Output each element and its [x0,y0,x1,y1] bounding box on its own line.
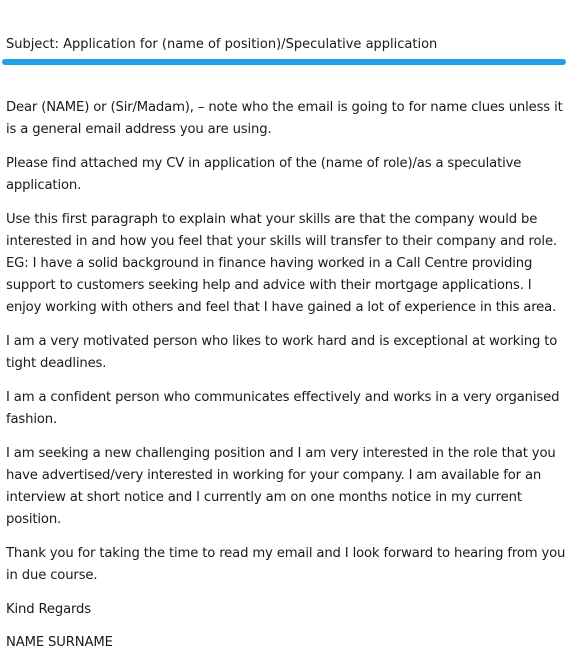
signature-name: NAME SURNAME [6,635,113,650]
confidence-paragraph: I am a confident person who communicates effectively and works in a very organised fashion. [6,390,560,427]
closing-line: Kind Regards [6,602,91,617]
availability-paragraph: I am seeking a new challenging position and I am very interested in the role that you have advertised/very interested in working for your company. I am available for an interview at short notice and I currently am on one months notice in my current position. [6,446,556,527]
subject-divider [2,59,566,65]
thanks-paragraph: Thank you for taking the time to read my email and I look forward to hearing from you in due course. [6,546,566,583]
skills-paragraph: Use this first paragraph to explain what your skills are that the company would be interested in and how you feel that your skills will transfer to their company and role. EG: I have a solid background in finance having worked in a Call Centre providing support to customers seeking help and advice with their mortgage applications. I enjoy working with others and feel that I have gained a lot of experience in this area. [6,212,557,315]
email-body [6,97,566,665]
motivation-paragraph: I am a very motivated person who likes to work hard and is exceptional at working to tight deadlines. [6,334,558,371]
attachment-paragraph: Please find attached my CV in application of the (name of role)/as a speculative application. [6,156,522,193]
greeting-paragraph: Dear (NAME) or (Sir/Madam), – note who the email is going to for name clues unless it is a general email address you are using. [6,100,563,137]
email-subject: Subject: Application for (name of position)/Speculative application [6,37,438,52]
